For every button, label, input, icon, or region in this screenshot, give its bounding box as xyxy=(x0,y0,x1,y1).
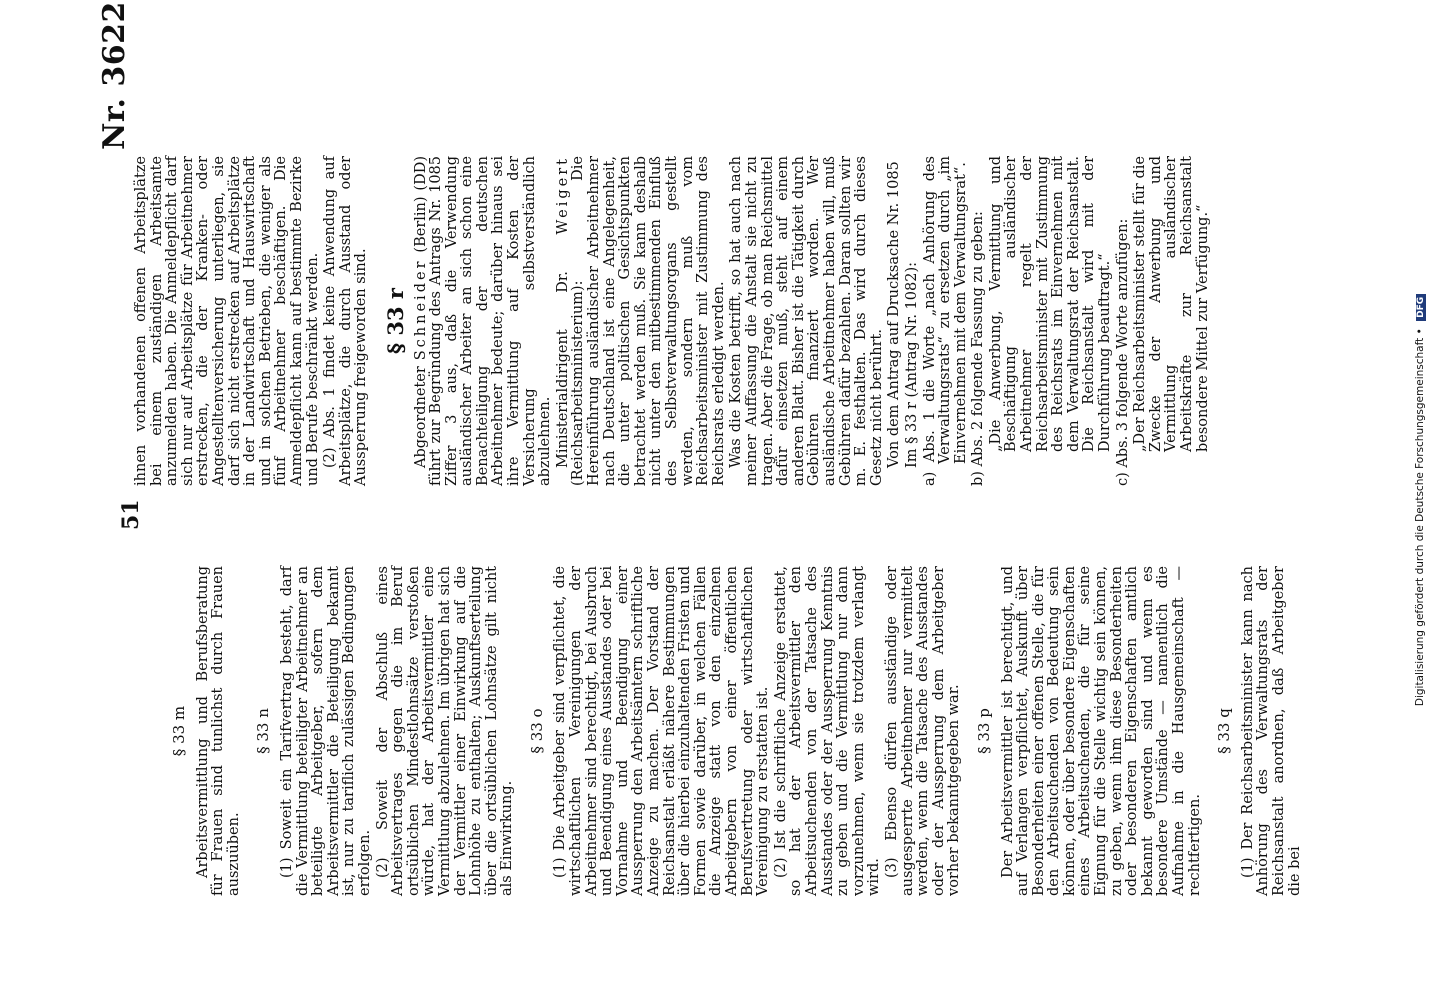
motion-item-c xyxy=(1114,156,1132,486)
paragraph: ihnen vorhandenen offenen Arbeitsplätze bei einem zuständigen Arbeitsamte anzumelden haben. Die Anmeldepflicht darf sich nur auf Arbeitsplätze für Arbeitnehmer erstrecken, die der Kranken- oder Angestelltenversicherung unterliegen, sie darf sich nicht erstrecken auf Arbeitsplätze in der Landwirtschaft und Hauswirtschaft und in solchen Betrieben, die weniger als fünf Arbeitnehmer beschäftigen. Die Anmeldepflicht kann auf bestimmte Bezirke und Berufe beschränkt werden. xyxy=(133,156,321,486)
paragraph: Was die Kosten betrifft, so hat auch nach meiner Auffassung die Anstalt sie nicht zu tragen. Aber die Frage, ob man Reichsmittel dafür einsetzen muß, steht auf einem anderen Blatt. Bisher ist die Tätigkeit durch Gebühren finanziert worden. Wer ausländische Arbeitnehmer haben will, muß Gebühren dafür bezahlen. Daran sollten wir m. E. festhalten. Das wird durch dieses Gesetz nicht berührt. xyxy=(728,156,885,486)
paragraph: (1) Die Arbeitgeber sind verpflichtet, die wirtschaftlichen Vereinigungen der Arbeitnehmer sind berechtigt, bei Ausbruch und Beendigung eines Ausstandes oder bei Vornahme und Beendigung einer Aussperrung den Arbeitsämtern schriftliche Anzeige zu machen. Der Vorstand der Reichsanstalt erläßt nähere Bestimmungen über die hierbei einzuhaltenden Fristen und Formen sowie darüber, in welchen Fällen die Anzeige statt von den einzelnen Arbeitgebern von einer öffentlichen Berufsvertretung oder wirtschaftlichen Vereinigung zu erstatten ist. xyxy=(552,566,772,896)
section-heading-33o: § 33 o xyxy=(527,708,546,754)
left-column xyxy=(158,566,1305,896)
motion-quote-b: „Die Anwerbung, Vermittlung und Beschäftigung ausländischer Arbeitnehmer regelt der Reichsarbeitsminister mit Zustimmung des Reichsrats im Einvernehmen mit dem Verwaltungsrat der Reichsanstalt. Die Reichsanstalt wird mit der Durchführung beauftragt.“ xyxy=(987,156,1114,452)
motion-item-a xyxy=(921,155,970,486)
item-text: Abs. 3 folgende Worte anzufügen: xyxy=(1114,218,1131,468)
paragraph: (2) Abs. 1 findet keine Anwendung auf Arbeitsplätze, die durch Ausstand oder Aussperrung freigeworden sind. xyxy=(322,156,370,486)
paragraph: (3) Ebenso dürfen ausständige oder ausgesperrte Arbeitnehmer nur vermittelt werden, wenn die Tatsache des Ausstandes oder der Aussperrung dem Arbeitgeber vorher bekanntgegeben war. xyxy=(883,566,963,896)
speaker-name: Schneider xyxy=(412,258,429,361)
document-number: Nr. 3622 xyxy=(97,1,132,150)
speaker-paragraph-schneider xyxy=(414,156,554,486)
motion-intro: Von dem Antrag auf Drucksache Nr. 1085 xyxy=(886,161,903,468)
paragraph: (2) Ist die schriftliche Anzeige erstattet, so hat der Arbeitsvermittler den Arbeitsuchenden von der Tatsache des Ausstandes oder der Aussperrung Kenntnis zu geben und die Vermittlung nur dann vorzunehmen, wenn sie trotzdem verlangt wird. xyxy=(772,566,883,896)
section-heading-33p: § 33 p xyxy=(974,708,993,754)
section-heading-33m: § 33 m xyxy=(170,705,188,757)
paragraph: (1) Der Reichsarbeitsminister kann nach Anhörung des Verwaltungsrats der Reichsanstalt anordnen, daß Arbeitgeber die bei xyxy=(1239,566,1303,896)
item-label: c) xyxy=(1114,472,1131,486)
paragraph: Der Arbeitsvermittler ist berechtigt, und auf Verlangen verpflichtet, Auskunft über Besonderheiten einer offenen Stelle, die für den Arbeitsuchenden von Bedeutung sein können, oder über besondere Eigenschaften eines Arbeitsuchenden, die für seine Eignung für die Stelle wichtig sein können, zu geben, wenn ihm diese Besonderheiten oder besonderen Eigenschaften amtlich bekannt geworden sind und wenn es besondere Umstände — namentlich die Aufnahme in die Hausgemeinschaft — rechtfertigen. xyxy=(999,566,1203,896)
speaker-name: Weigert xyxy=(554,156,571,235)
item-label: b) xyxy=(970,471,987,486)
item-label: a) xyxy=(921,471,938,486)
paragraph: (2) Soweit der Abschluß eines Arbeitsvertrages gegen die im Beruf ortsüblichen Mindestlohnsätze verstoßen würde, hat der Arbeitsvermittler eine Vermittlung abzulehnen. Im übrigen hat sich der Vermittler einer Einwirkung auf die Lohnhöhe zu enthalten; Auskunftserteilung über die ortsüblichen Lohnsätze gilt nicht als Einwirkung. xyxy=(374,566,516,896)
funding-note-text: Digitalisierung gefördert durch die Deutsche Forschungsgemeinschaft • xyxy=(1414,328,1426,707)
speaker-paragraph-weigert xyxy=(556,156,728,486)
paragraph: (1) Soweit ein Tarifvertrag besteht, darf die Vermittlung beteiligter Arbeitnehmer an beteiligte Arbeitgeber, sofern dem Arbeitsvermittler die Beteiligung bekannt ist, nur zu tariflich zulässigen Bedingungen erfolgen. xyxy=(278,566,373,896)
page-number: 51 xyxy=(118,499,144,530)
speaker-label: Abgeordneter xyxy=(412,366,429,468)
motion-subheading: Im § 33 r (Antrag Nr. 1082): xyxy=(903,262,920,468)
motion-quote-c: „Der Reichsarbeitsminister stellt für die Zwecke der Anwerbung und Vermittlung ausländischer Arbeitskräfte zur Reichsanstalt besondere Mittel zur Verfügung.“ xyxy=(1132,156,1211,452)
motion-item-b xyxy=(970,156,987,486)
speaker-label: Ministerialdirigent Dr. xyxy=(554,271,571,468)
section-heading-33r: § 33 r xyxy=(382,288,408,354)
item-text: Abs. 1 die Worte „nach Anhörung des Verwaltungsrats“ zu ersetzen durch „im Einvernehmen mit dem Verwaltungsrat“. xyxy=(921,155,969,464)
speaker-text: (Reichsarbeitsministerium): Die Hereinführung ausländischer Arbeitnehmer nach Deutschland ist eine Angelegenheit, die unter politischen Gesichtspunkten betrachtet werden muß. Sie kann deshalb nicht unter den mitbestimmenden Einfluß des Selbstverwaltungsorgans gestellt werden, sondern muß vom Reichsarbeitsminister mit Zustimmung des Reichsrats erledigt werden. xyxy=(570,156,727,486)
speaker-text: (Berlin) (DD) führt zur Begründung des Antrags Nr. 1085 Ziffer 3 aus, daß die Verwendung ausländischer Arbeiter an sich schon eine Benachteiligung der deutschen Arbeitnehmer bedeute; darüber hinaus sei ihre Vermittlung auf Kosten der Versicherung selbstverständlich abzulehnen. xyxy=(412,156,554,486)
section-heading-33n: § 33 n xyxy=(254,708,273,754)
right-column xyxy=(134,156,1213,486)
dfg-logo: DFG xyxy=(1416,294,1426,321)
paragraph: Arbeitsvermittlung und Berufsberatung für Frauen sind tunlichst durch Frauen auszuüben. xyxy=(194,566,242,896)
section-heading-33q: § 33 q xyxy=(1215,708,1234,754)
item-text: Abs. 2 folgende Fassung zu geben: xyxy=(970,211,987,467)
